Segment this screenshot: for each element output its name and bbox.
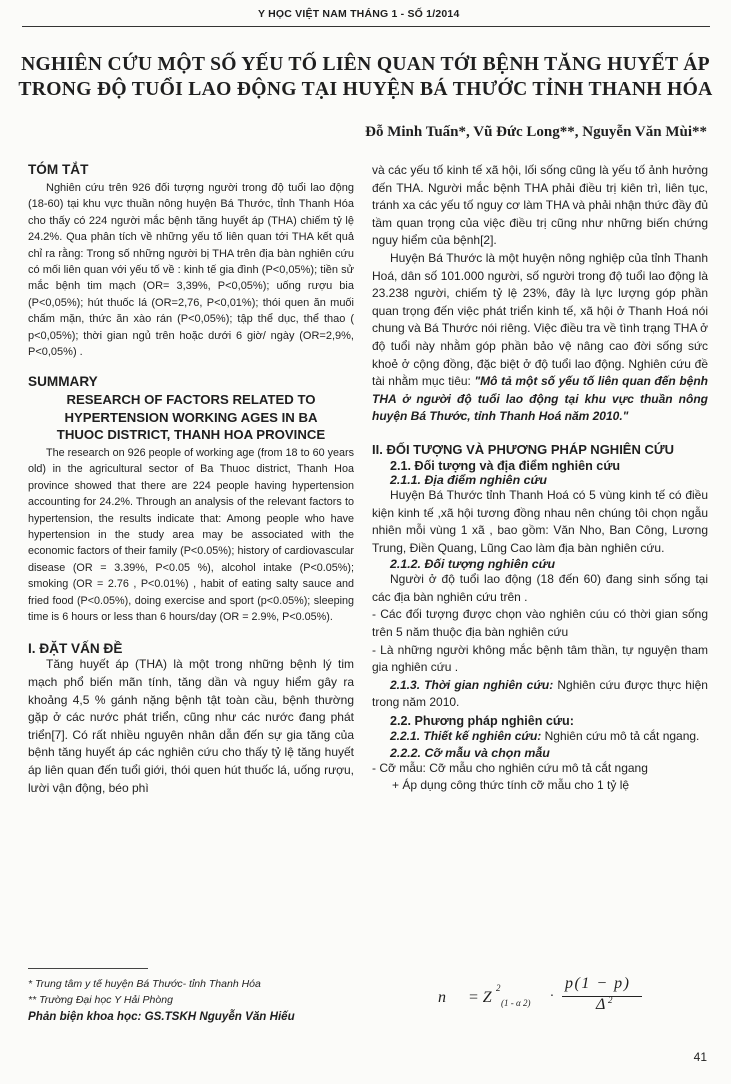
summary-title-line-1: RESEARCH OF FACTORS RELATED TO bbox=[66, 392, 316, 408]
formula-n: n bbox=[438, 989, 446, 1006]
section-2-1-2-bullet-1: - Các đối tượng được chọn vào nghiên cúu có thời gian sống trên 5 năm thuộc địa bàn nghiên cứu bbox=[372, 607, 708, 640]
abstract-vi-heading: TÓM TẮT bbox=[28, 162, 89, 177]
header-rule bbox=[22, 26, 710, 27]
sample-size-formula bbox=[438, 975, 648, 1015]
section-2-1-1-text: Huyện Bá Thước tỉnh Thanh Hoá có 5 vùng kinh tế có điều kiện kinh tế ,xã hội tương đồng nhau nên chúng tôi chọn ngẫu nhiên mỗi vùng 1 xã , bao gồm: Văn Nho, Ban Công, Lương Trung, Điền Quang, Lũng Cao làm địa bàn nghiên cứu. bbox=[372, 487, 708, 555]
section-2-2-heading: 2.2. Phương pháp nghiên cứu: bbox=[390, 714, 574, 729]
section-2-1-3 bbox=[372, 677, 708, 712]
article-title bbox=[18, 52, 713, 102]
section-2-2-1 bbox=[372, 728, 708, 746]
formula-numerator: p(1 − p) bbox=[565, 975, 631, 992]
methods-heading: II. ĐỐI TƯỢNG VÀ PHƯƠNG PHÁP NGHIÊN CỨU bbox=[372, 441, 675, 457]
title-line-1: NGHIÊN CỨU MỘT SỐ YẾU TỐ LIÊN QUAN TỚI BỆNH TĂNG HUYẾT ÁP bbox=[21, 54, 710, 75]
formula-z-subscript: (1 - α 2) bbox=[501, 998, 531, 1008]
study-objective: "Mô tả một số yếu tố liên quan đến bệnh THA ở người độ tuổi lao động tại khu vực thuần nông huyện Bá Thước, tỉnh Thanh Hoá năm 2010." bbox=[372, 374, 708, 424]
section-2-2-1-text: Nghiên cứu mô tả cắt ngang. bbox=[541, 729, 700, 744]
author-list: Đỗ Minh Tuấn*, Vũ Đức Long**, Nguyễn Văn Mùi** bbox=[365, 124, 707, 140]
section-2-1-2-text: Người ở độ tuổi lao động (18 đến 60) đang sinh sống tại các địa bàn nghiên cứu trên . bbox=[372, 572, 708, 604]
summary-heading: SUMMARY bbox=[28, 374, 98, 390]
formula-z: = Z bbox=[468, 989, 492, 1006]
footnote-rule bbox=[28, 968, 148, 969]
footnote-1: * Trung tâm y tế huyện Bá Thước- tỉnh Thanh Hóa bbox=[28, 978, 261, 990]
section-2-2-1-label: 2.2.1. Thiết kế nghiên cứu: bbox=[390, 729, 542, 744]
summary-title-line-3: THUOC DISTRICT, THANH HOA PROVINCE bbox=[56, 427, 326, 443]
intro-heading: I. ĐẶT VẤN ĐỀ bbox=[28, 641, 123, 657]
section-2-1-heading: 2.1. Đối tượng và địa điểm nghiên cứu bbox=[390, 458, 621, 473]
summary-title-line-2: HYPERTENSION WORKING AGES IN BA bbox=[64, 409, 318, 425]
section-2-1-3-label: 2.1.3. Thời gian nghiên cứu: bbox=[390, 677, 554, 692]
summary-title bbox=[28, 391, 354, 444]
section-2-1-1-heading: 2.1.1. Địa điểm nghiên cứu bbox=[390, 472, 547, 487]
page-number: 41 bbox=[693, 1050, 707, 1064]
section-2-2-2-bullet-1: - Cỡ mẫu: Cỡ mẫu cho nghiên cứu mô tả cắt ngang bbox=[372, 760, 648, 775]
left-column bbox=[28, 162, 354, 797]
title-line-2: TRONG ĐỘ TUỔI LAO ĐỘNG TẠI HUYỆN BÁ THƯỚC TỈNH THANH HÓA bbox=[18, 79, 713, 100]
formula-multiply-dot: · bbox=[550, 989, 554, 1004]
section-2-2-2-bullet-2: + Áp dụng công thức tính cỡ mẫu cho 1 tỷ lệ bbox=[392, 778, 630, 793]
summary-text: The research on 926 people of working age (from 18 to 60 years old) in the agricultural sector of Ba Thuoc district, Thanh Hoa province showed that there are 224 people having hypertension accounting for 24.2%. Through an analysis of the relevant factors to hypertension, the results indicate that: Among people who have hypertension in the study area may be associated with the economic factors of their family (P<0.05%); history of cardiovascular disease (OR = 3.39%, P<0.05 %), alcohol intake (P<0.05%); smoking (OR = 2.76 , P<0.01%) , habit of eating salty sauce and fried food (P<0.05%), doing exercise and sport (p<0.05%); sleeping time is 6 hours or less than 6 hours/day (OR = 2.9%, P<0.05%). bbox=[28, 446, 354, 624]
intro-paragraph-2 bbox=[372, 250, 708, 426]
formula-denominator: Δ bbox=[596, 996, 606, 1013]
section-2-1-3-text: Nghiên cứu được thực hiện trong năm 2010. bbox=[372, 677, 708, 710]
formula-z-superscript: 2 bbox=[496, 983, 501, 993]
formula-denominator-superscript: 2 bbox=[608, 995, 613, 1005]
reviewer-note: Phản biện khoa học: GS.TSKH Nguyễn Văn Hiếu bbox=[28, 1010, 295, 1023]
footnote-2: ** Trường Đại học Y Hải Phòng bbox=[28, 994, 173, 1006]
intro-paragraph-1-continued: và các yếu tố kinh tế xã hội, lối sống cũng là yếu tố ảnh hưởng đến THA. Người mắc bệnh THA phải điều trị kiên trì, liên tục, tránh xa các yếu tố nguy cơ làm THA và phải nhận thức đầy đủ tầm quan trọng của việc điều trị cũng như những biến chứng nguy hiểm của bệnh[2]. bbox=[372, 163, 708, 248]
running-head: Y HỌC VIỆT NAM THÁNG 1 - SỐ 1/2014 bbox=[258, 8, 460, 20]
intro-paragraph-2-text: Huyện Bá Thước là một huyện nông nghiệp của tỉnh Thanh Hoá, dân số 101.000 người, số người trong độ tuổi lao động là 23.238 người, chiếm tỷ lệ 23%, đây là lực lượng góp phần quan trọng đến việc phát triển kinh tế, xã hội ở Thanh Hoá nói chung và Bá Thước nói riêng. Việc điều tra về tình trạng THA ở độ tuổi này nhằm góp phần bảo vệ nâng cao đời sống sức khoẻ ở cộng đồng, đặc biệt ở độ tuổi lao động. Nghiên cứu đề tài nhằm mục tiêu: bbox=[372, 250, 708, 389]
section-2-1-2-bullet-2: - Là những người không mắc bệnh tâm thần, tự nguyện tham gia nghiên cứu . bbox=[372, 642, 708, 675]
section-2-1-2-heading: 2.1.2. Đối tượng nghiên cứu bbox=[390, 557, 556, 572]
right-column bbox=[372, 162, 708, 795]
intro-paragraph-1: Tăng huyết áp (THA) là một trong những bệnh lý tim mạch phổ biến mãn tính, tăng dần và nguy hiểm gây ra khoảng 4,5 % gánh nặng bệnh tật toàn cầu, bệnh thường gặp ở các nước phát triển, cũng như các nước đang phát triển[7]. Có rất nhiều nguyên nhân dẫn đến sự gia tăng của bệnh tăng huyết áp các nghiên cứu cho thấy tỷ lệ tăng huyết áp liên quan đến tuổi giới, thói quen hút thuốc lá, uống rượu, lười vận động, béo phì bbox=[28, 657, 354, 795]
abstract-vi-text: Nghiên cứu trên 926 đối tượng người trong độ tuổi lao động (18-60) tại khu vực thuần nông huyện Bá Thước, tỉnh Thanh Hóa cho thấy có 224 người mắc bệnh tăng huyết áp (THA) chiếm tỷ lệ 24.2%. Qua phân tích về những yếu tố liên quan tới THA kết quả chỉ ra rằng: Trong số những người bị THA trên địa bàn nghiên cứu có mối liên quan với yếu tố về : kinh tế gia đình (P<0,05%); tiền sử mắc bệnh tim mạch (OR= 3,39%, P<0,05%); uống rượu bia (P<0,05%); hút thuốc lá (OR=2,76, P<0,01%); thói quen ăn muối chấm mặn, thức ăn xào rán (P<0,05%); tập thể dục, thể thao ( p<0,05%); thời gian ngủ trên hoặc dưới 6 giờ/ ngày (OR=2,9%, P<0,05%) . bbox=[28, 182, 354, 359]
footnotes bbox=[28, 976, 358, 1025]
section-2-2-2-heading: 2.2.2. Cỡ mẫu và chọn mẫu bbox=[390, 745, 550, 760]
